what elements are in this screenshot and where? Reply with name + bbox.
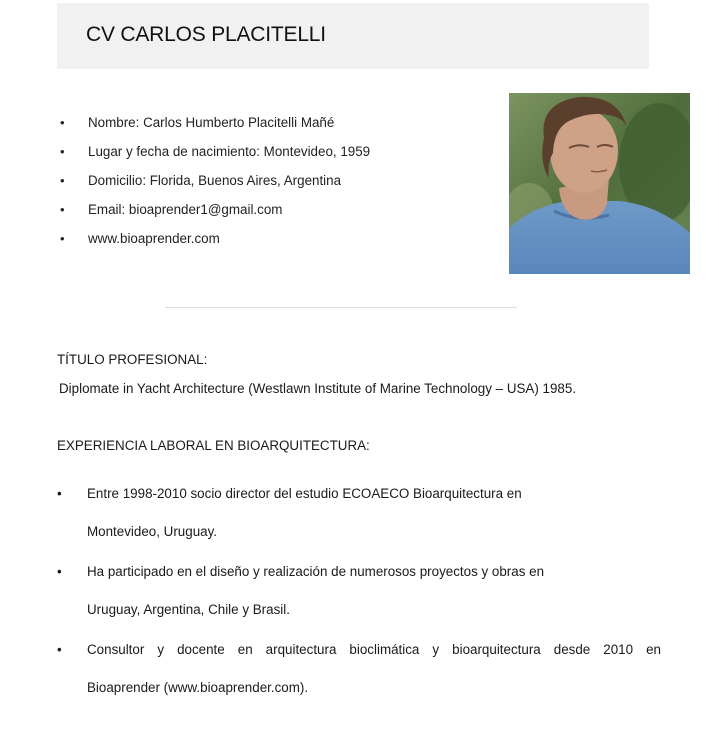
personal-info-email: • Email: bioaprender1@gmail.com [60, 199, 370, 228]
titulo-text: Diplomate in Yacht Architecture (Westlawn Institute of Marine Technology – USA) 1985. [59, 381, 577, 396]
bullet-icon: • [57, 642, 62, 657]
personal-info-birth: • Lugar y fecha de nacimiento: Montevideo, 1959 [60, 141, 370, 170]
bullet-icon: • [60, 202, 65, 217]
profile-photo [509, 93, 690, 274]
personal-info-list [60, 112, 370, 257]
experience-line: Montevideo, Uruguay. [87, 524, 218, 539]
bullet-icon: • [57, 564, 62, 579]
experiencia-heading: EXPERIENCIA LABORAL EN BIOARQUITECTURA: [57, 438, 370, 453]
section-divider [165, 307, 517, 308]
personal-info-website: • www.bioaprender.com [60, 228, 370, 257]
bullet-icon: • [57, 486, 62, 501]
personal-info-address: • Domicilio: Florida, Buenos Aires, Argentina [60, 170, 370, 199]
bullet-icon: • [60, 144, 65, 159]
bullet-icon: • [60, 173, 65, 188]
experience-line: Ha participado en el diseño y realización de numerosos proyectos y obras en [87, 564, 545, 579]
experience-line: Uruguay, Argentina, Chile y Brasil. [87, 602, 290, 617]
titulo-heading: TÍTULO PROFESIONAL: [57, 352, 208, 367]
experience-line: Consultor y docente en arquitectura bioclimática y bioarquitectura desde 2010 en [87, 642, 661, 657]
bullet-icon: • [60, 115, 65, 130]
personal-info-name: • Nombre: Carlos Humberto Placitelli Mañé [60, 112, 370, 141]
experience-line: Entre 1998-2010 socio director del estudio ECOAECO Bioarquitectura en [87, 486, 522, 501]
header-banner [57, 3, 649, 69]
page-title: CV CARLOS PLACITELLI [86, 23, 326, 46]
experience-line: Bioaprender (www.bioaprender.com). [87, 680, 309, 695]
bullet-icon: • [60, 231, 65, 246]
portrait-image [509, 93, 690, 274]
